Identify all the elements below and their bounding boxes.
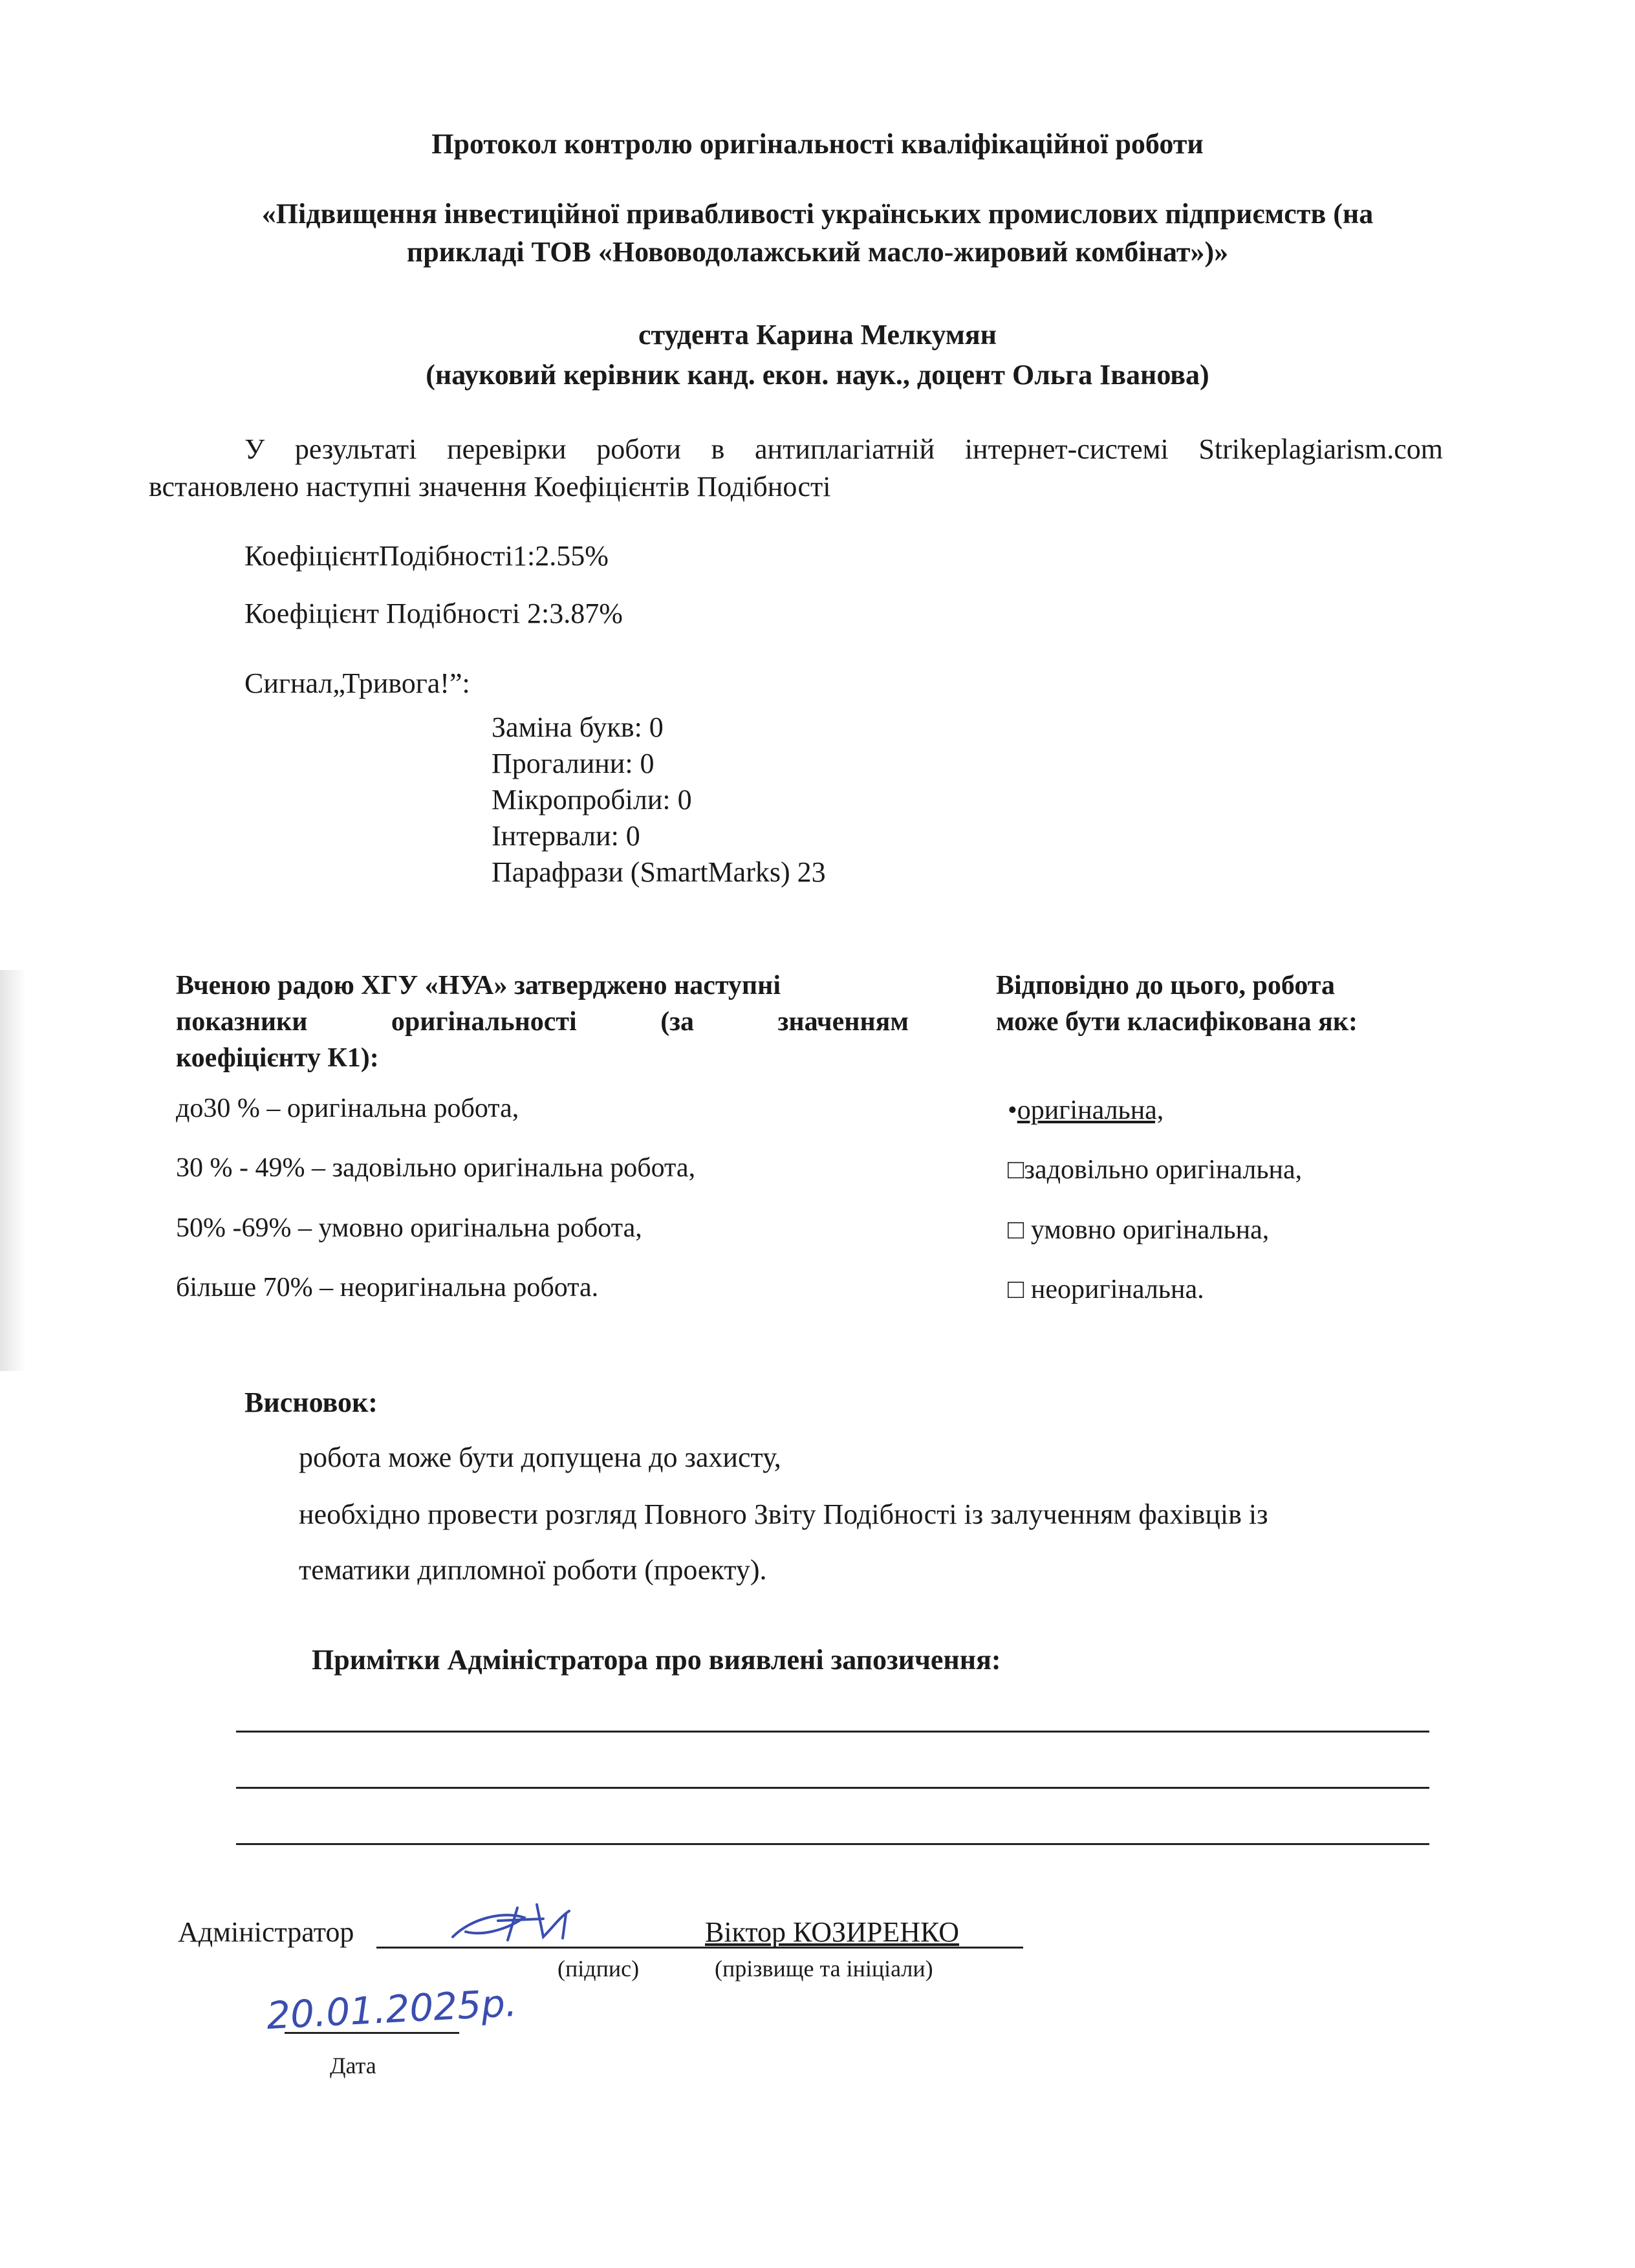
alarm-label: Сигнал„Тривога!”: [244, 667, 470, 699]
classification-header-line-2: може бути класифікована як: [996, 1007, 1358, 1037]
similarity-coefficient-1: КоефіцієнтПодібності1:2.55% [244, 540, 609, 572]
handwritten-date: 20.01.2025р. [265, 1980, 518, 2038]
criteria-range-original: до30 % – оригінальна робота, [176, 1094, 519, 1123]
work-title-line-2: прикладі ТОВ «Нововодолажський масло-жировий комбінат»)» [406, 236, 1229, 268]
criteria-range-non-original: більше 70% – неоригінальна робота. [176, 1273, 599, 1302]
criteria-header-line-3: коефіцієнту К1): [176, 1043, 379, 1073]
notes-line-3 [236, 1843, 1429, 1845]
conclusion-heading: Висновок: [244, 1387, 378, 1418]
classification-option-original [1008, 1093, 1164, 1128]
classification-header-line-1: Відповідно до цього, робота [996, 971, 1335, 1000]
admin-role-label: Адміністратор [178, 1916, 354, 1948]
checkbox-icon: □ [1008, 1155, 1024, 1185]
criteria-header-line-2: показники оригінальності (за значенням [176, 1007, 909, 1037]
handwritten-signature [446, 1892, 614, 1950]
alarm-item-gaps: Прогалини: 0 [492, 748, 655, 779]
signature-caption: (підпис) [558, 1956, 640, 1982]
paper-fold-shadow [0, 970, 26, 1371]
alarm-item-letter-replacement: Заміна букв: 0 [492, 711, 664, 743]
admin-name: Віктор КОЗИРЕНКО [705, 1916, 960, 1948]
protocol-title: Протокол контролю оригінальності кваліфікаційної роботи [431, 128, 1204, 160]
criteria-range-conditional: 50% -69% – умовно оригінальна робота, [176, 1213, 642, 1243]
alarm-item-intervals: Інтервали: 0 [492, 820, 640, 852]
alarm-item-micro-spaces: Мікропробіли: 0 [492, 784, 692, 815]
classification-option-non-original [1008, 1272, 1204, 1307]
checkbox-icon: □ [1008, 1215, 1024, 1245]
name-caption: (прізвище та ініціали) [715, 1956, 933, 1982]
intro-line-2: встановлено наступні значення Коефіцієнтів Подібності [149, 471, 831, 502]
date-line [285, 2032, 459, 2034]
admin-notes-heading: Примітки Адміністратора про виявлені запозичення: [312, 1644, 1001, 1676]
option-label: умовно оригінальна, [1024, 1215, 1270, 1245]
criteria-range-satisfactory: 30 % - 49% – задовільно оригінальна робота, [176, 1153, 696, 1183]
conclusion-line-1: робота може бути допущена до захисту, [299, 1442, 781, 1473]
classification-option-satisfactory [1008, 1152, 1302, 1187]
option-label: неоригінальна. [1024, 1275, 1204, 1304]
conclusion-line-2: необхідно провести розгляд Повного Звіту Подібності із залученням фахівців із [299, 1498, 1268, 1530]
work-title-line-1: «Підвищення інвестиційної привабливості українських промислових підприємств (на [261, 198, 1374, 230]
option-label: оригінальна, [1017, 1096, 1164, 1125]
conclusion-line-3: тематики дипломної роботи (проекту). [299, 1554, 767, 1586]
similarity-coefficient-2: Коефіцієнт Подібності 2:3.87% [244, 598, 623, 629]
checkbox-icon: □ [1008, 1275, 1024, 1304]
notes-line-1 [236, 1731, 1429, 1733]
student-line: студента Карина Мелкумян [638, 319, 997, 351]
classification-option-conditional [1008, 1213, 1269, 1247]
supervisor-line: (науковий керівник канд. екон. наук., доцент Ольга Іванова) [426, 359, 1209, 391]
criteria-header-line-1: Вченою радою ХГУ «НУА» затверджено наступні [176, 971, 781, 1000]
notes-line-2 [236, 1787, 1429, 1789]
date-caption: Дата [330, 2053, 376, 2079]
alarm-item-paraphrases: Парафрази (SmartMarks) 23 [492, 856, 826, 888]
option-label: задовільно оригінальна, [1024, 1155, 1303, 1185]
intro-line-1: У результаті перевірки роботи в антиплагіатній інтернет-системі Strikeplagiarism.com [244, 433, 1443, 465]
selected-bullet-icon: • [1008, 1096, 1017, 1125]
